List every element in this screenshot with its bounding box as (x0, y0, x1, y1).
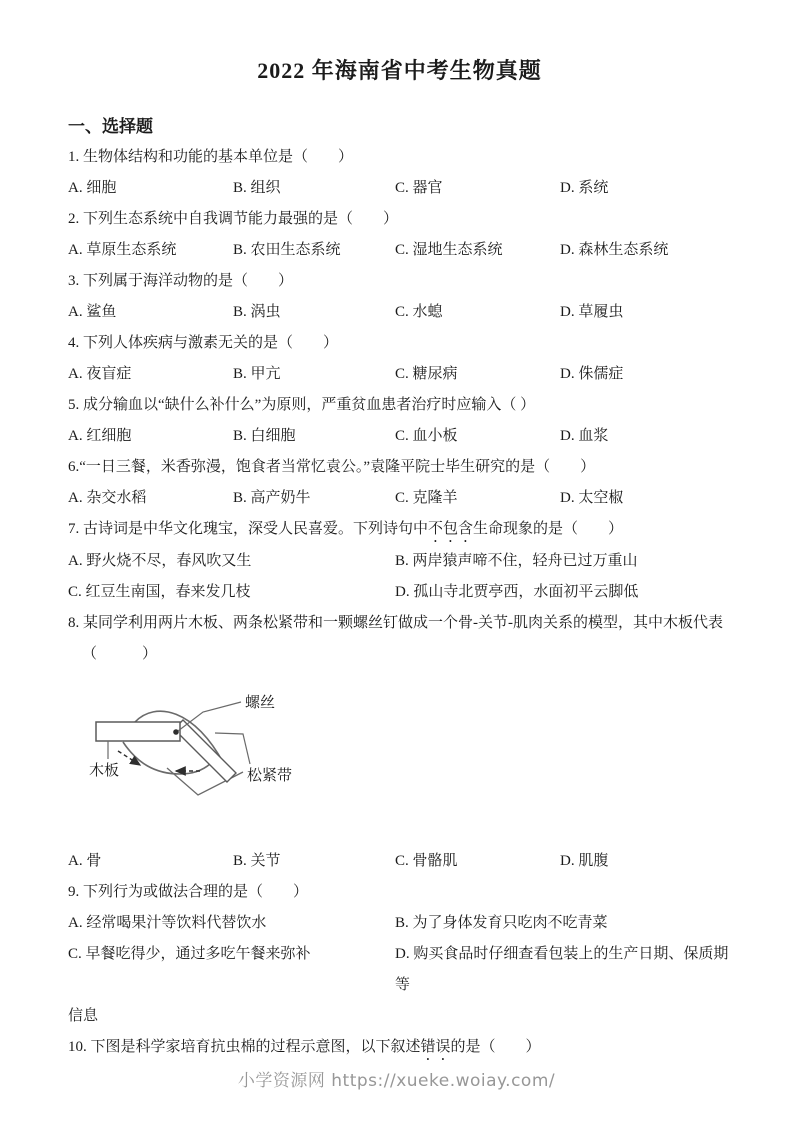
model-diagram-svg (55, 684, 305, 806)
page-footer (0, 1066, 793, 1091)
option-d: D. 孤山寺北贾亭西，水面初平云脚低 (395, 584, 639, 600)
diagram-label-screw: 螺丝 (245, 695, 276, 711)
footer-url: https://xueke.woiay.com/ (331, 1071, 556, 1091)
question-6-options (68, 483, 731, 514)
option-a: A. 红细胞 (68, 428, 132, 444)
option-b: B. 白细胞 (233, 428, 296, 444)
question-5-options (68, 421, 731, 452)
question-9-stem: 9. 下列行为或做法合理的是（ ） (68, 884, 309, 900)
footer-site-name: 小学资源网 (237, 1071, 326, 1091)
question-7-stem (68, 514, 731, 546)
option-a: A. 细胞 (68, 180, 117, 196)
diagram-label-board: 木板 (89, 763, 120, 779)
question-9-options-row2 (68, 939, 731, 1001)
screw-dot (173, 729, 179, 735)
option-b: B. 高产奶牛 (233, 490, 311, 506)
option-b: B. 两岸猿声啼不住，轻舟已过万重山 (395, 553, 638, 569)
question-9-option-d-overflow: 信息 (68, 1008, 99, 1024)
option-a: A. 草原生态系统 (68, 242, 177, 258)
question-2-options (68, 235, 731, 266)
stem-emphasis: 不包含 (428, 521, 474, 537)
option-b: B. 组织 (233, 180, 281, 196)
option-a: A. 杂交水稻 (68, 490, 147, 506)
option-c: C. 早餐吃得少，通过多吃午餐来弥补 (68, 946, 311, 962)
option-d: D. 购买食品时仔细查看包装上的生产日期、保质期等 (395, 946, 729, 993)
option-d: D. 肌腹 (560, 853, 609, 869)
question-9-options-row1 (68, 908, 731, 939)
option-d: D. 太空椒 (560, 490, 624, 506)
stem-text: 生命现象的是（ ） (473, 521, 624, 537)
option-c: C. 骨骼肌 (395, 853, 458, 869)
option-c: C. 克隆羊 (395, 490, 458, 506)
angled-board-shape (174, 720, 236, 782)
question-2-stem: 2. 下列生态系统中自我调节能力最强的是（ ） (68, 211, 399, 227)
option-b: B. 甲亢 (233, 366, 281, 382)
question-3-options (68, 297, 731, 328)
option-a: A. 经常喝果汁等饮料代替饮水 (68, 915, 267, 931)
option-b: B. 涡虫 (233, 304, 281, 320)
bone-joint-muscle-model-diagram (55, 684, 731, 806)
option-c: C. 红豆生南国，春来发几枝 (68, 584, 251, 600)
option-b: B. 为了身体发育只吃肉不吃青菜 (395, 915, 608, 931)
option-d: D. 血浆 (560, 428, 609, 444)
page-title: 2022 年海南省中考生物真题 (257, 58, 542, 83)
question-5-stem: 5. 成分输血以“缺什么补什么”为原则，严重贫血患者治疗时应输入（ ） (68, 397, 536, 413)
option-d: D. 侏儒症 (560, 366, 624, 382)
option-a: A. 野火烧不尽，春风吹又生 (68, 553, 252, 569)
option-c: C. 水螅 (395, 304, 443, 320)
question-8-stem-continuation: （ ） (82, 646, 158, 662)
question-7-options-row1 (68, 546, 731, 577)
question-4-options (68, 359, 731, 390)
option-b: B. 农田生态系统 (233, 242, 341, 258)
stem-text: 7. 古诗词是中华文化瑰宝，深受人民喜爱。下列诗句中 (68, 521, 429, 537)
option-a: A. 夜盲症 (68, 366, 132, 382)
question-1-options (68, 173, 731, 204)
option-c: C. 糖尿病 (395, 366, 458, 382)
question-8-stem: 8. 某同学利用两片木板、两条松紧带和一颗螺丝钉做成一个骨-关节-肌肉关系的模型，其中木板代表 (68, 615, 723, 631)
section-heading: 一、选择题 (68, 117, 153, 136)
option-c: C. 血小板 (395, 428, 458, 444)
option-b: B. 关节 (233, 853, 281, 869)
option-a: A. 鲨鱼 (68, 304, 117, 320)
question-4-stem: 4. 下列人体疾病与激素无关的是（ ） (68, 335, 339, 351)
question-1-stem: 1. 生物体结构和功能的基本单位是（ ） (68, 149, 354, 165)
horizontal-board-shape (96, 722, 180, 741)
question-6-stem: 6.“一日三餐，米香弥漫，饱食者当常忆袁公。”袁隆平院士毕生研究的是（ ） (68, 459, 596, 475)
question-8-options (68, 846, 731, 877)
option-d: D. 森林生态系统 (560, 242, 669, 258)
stem-text: 的是（ ） (450, 1039, 541, 1055)
diagram-label-elastic: 松紧带 (247, 768, 293, 784)
option-d: D. 草履虫 (560, 304, 624, 320)
question-7-options-row2 (68, 577, 731, 608)
question-3-stem: 3. 下列属于海洋动物的是（ ） (68, 273, 294, 289)
option-d: D. 系统 (560, 180, 609, 196)
option-c: C. 器官 (395, 180, 443, 196)
stem-text: 10. 下图是科学家培育抗虫棉的过程示意图，以下叙述 (68, 1039, 421, 1055)
stem-emphasis: 错误 (420, 1039, 451, 1055)
option-a: A. 骨 (68, 853, 102, 869)
option-c: C. 湿地生态系统 (395, 242, 503, 258)
question-10-stem (68, 1032, 731, 1064)
